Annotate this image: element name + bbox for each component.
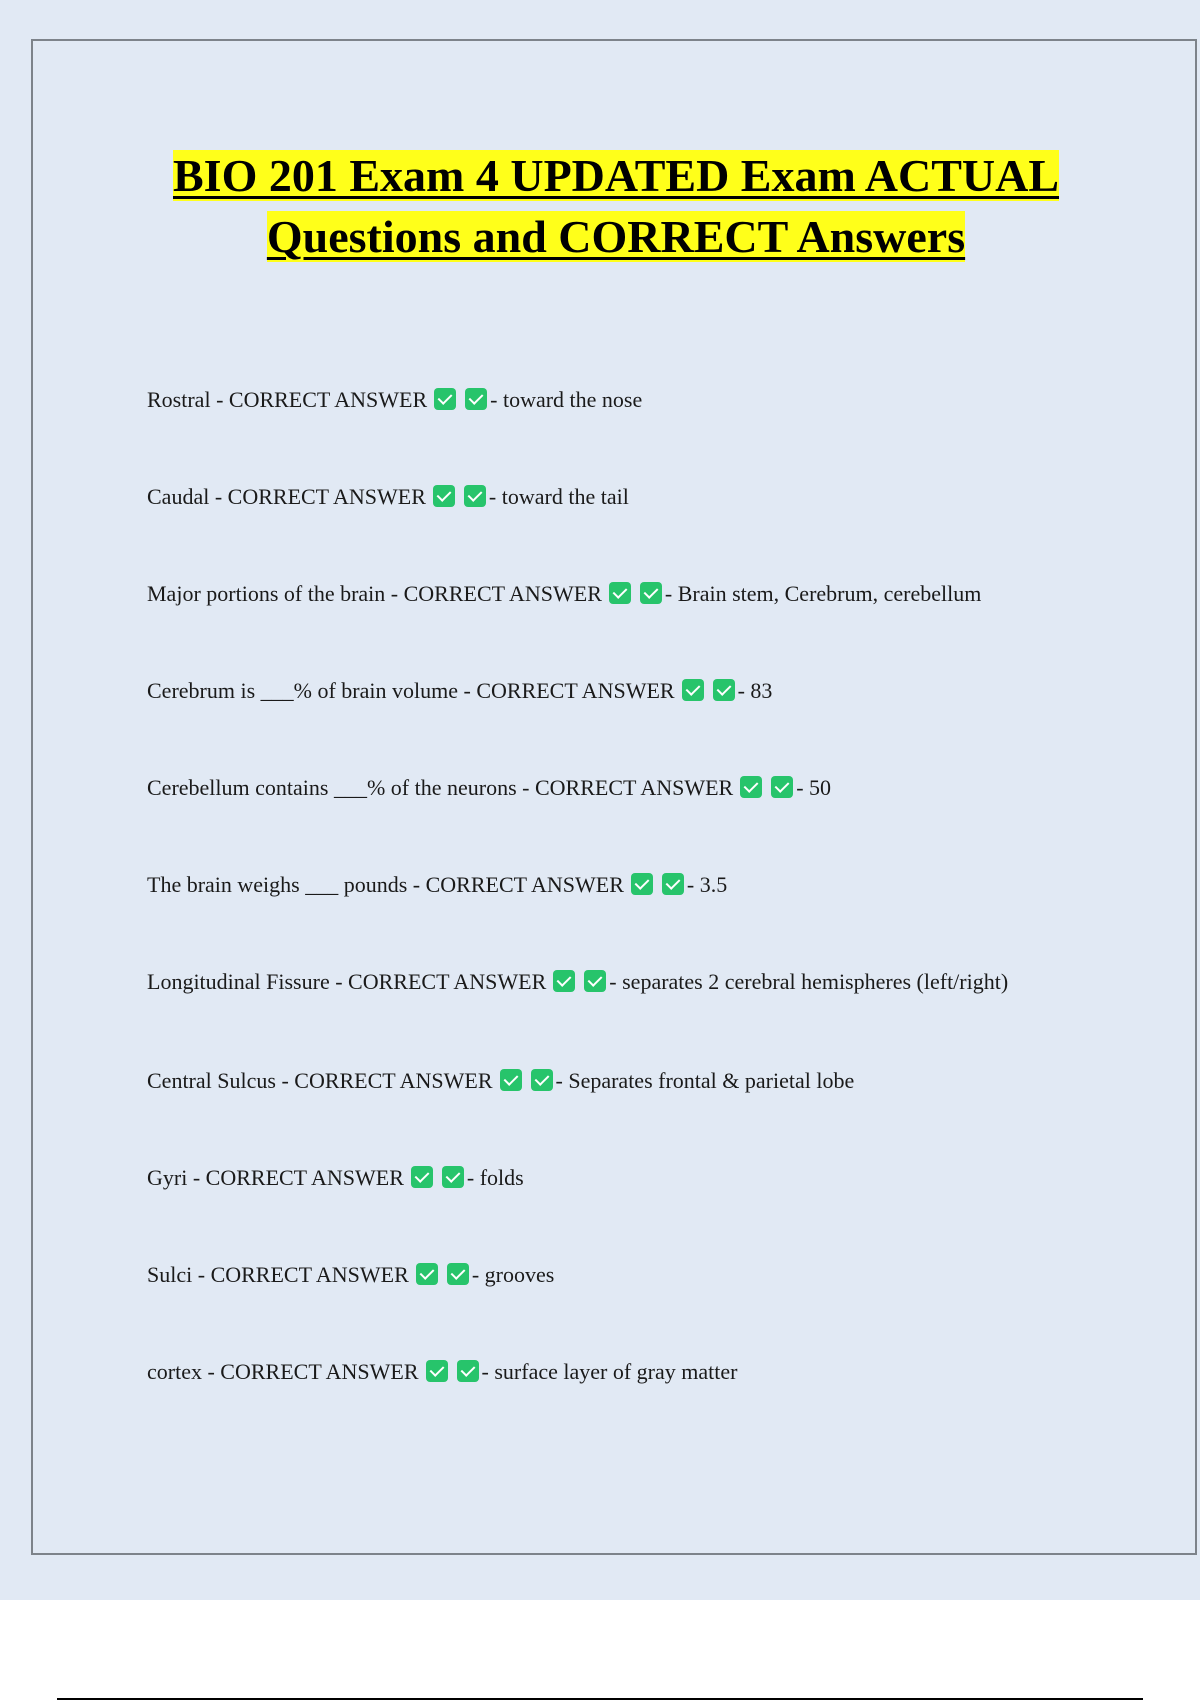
qa-answer: 50 [809, 775, 832, 800]
qa-term: Major portions of the brain [147, 581, 386, 606]
qa-term: The brain weighs ___ pounds [147, 872, 408, 897]
green-checkmark-icon [609, 582, 631, 604]
green-checkmark-icon [553, 970, 575, 992]
qa-answer: toward the nose [502, 387, 643, 412]
correct-answer-label: CORRECT ANSWER [220, 1359, 419, 1384]
qa-item: Central Sulcus - CORRECT ANSWER - Separates frontal & parietal lobe [147, 1068, 855, 1093]
green-checkmark-icon [640, 582, 662, 604]
qa-item: Rostral - CORRECT ANSWER - toward the nose [147, 387, 643, 412]
qa-answer: folds [479, 1165, 524, 1190]
qa-answer: 3.5 [699, 872, 728, 897]
qa-answer: Brain stem, Cerebrum, cerebellum [677, 581, 982, 606]
qa-item: Sulci - CORRECT ANSWER - grooves [147, 1262, 555, 1287]
green-checkmark-icon [433, 485, 455, 507]
qa-item: Longitudinal Fissure - CORRECT ANSWER - separates 2 cerebral hemispheres (left/right) [147, 969, 1009, 994]
qa-item: The brain weighs ___ pounds - CORRECT ANSWER - 3.5 [147, 872, 728, 897]
qa-item: Caudal - CORRECT ANSWER - toward the tail [147, 484, 629, 509]
qa-term: Cerebrum is ___% of brain volume [147, 678, 458, 703]
green-checkmark-icon [662, 873, 684, 895]
document-title-text: BIO 201 Exam 4 UPDATED Exam ACTUAL Questions and CORRECT Answers [173, 150, 1059, 262]
qa-term: Cerebellum contains ___% of the neurons [147, 775, 517, 800]
green-checkmark-icon [447, 1263, 469, 1285]
qa-term: Gyri [147, 1165, 188, 1190]
qa-answer: grooves [484, 1262, 555, 1287]
green-checkmark-icon [584, 970, 606, 992]
qa-answer: separates 2 cerebral hemispheres (left/right) [622, 969, 1009, 994]
qa-term: cortex [147, 1359, 202, 1384]
green-checkmark-icon [500, 1069, 522, 1091]
document-page [31, 39, 1197, 1555]
correct-answer-label: CORRECT ANSWER [228, 387, 428, 412]
qa-term: Sulci [147, 1262, 193, 1287]
correct-answer-label: CORRECT ANSWER [205, 1165, 404, 1190]
qa-term: Rostral [147, 387, 211, 412]
qa-item: Major portions of the brain - CORRECT ANSWER - Brain stem, Cerebrum, cerebellum [147, 581, 982, 606]
qa-item: cortex - CORRECT ANSWER - surface layer of gray matter [147, 1359, 738, 1384]
green-checkmark-icon [434, 388, 456, 410]
green-checkmark-icon [464, 485, 486, 507]
green-checkmark-icon [411, 1166, 433, 1188]
green-checkmark-icon [771, 776, 793, 798]
qa-answer: surface layer of gray matter [494, 1359, 738, 1384]
correct-answer-label: CORRECT ANSWER [403, 581, 602, 606]
document-title [93, 145, 1139, 267]
green-checkmark-icon [631, 873, 653, 895]
qa-term: Longitudinal Fissure [147, 969, 330, 994]
green-checkmark-icon [740, 776, 762, 798]
green-checkmark-icon [457, 1360, 479, 1382]
correct-answer-label: CORRECT ANSWER [227, 484, 426, 509]
qa-term: Central Sulcus [147, 1068, 276, 1093]
qa-item: Cerebrum is ___% of brain volume - CORRECT ANSWER - 83 [147, 678, 773, 703]
green-checkmark-icon [426, 1360, 448, 1382]
qa-item: Cerebellum contains ___% of the neurons - CORRECT ANSWER - 50 [147, 775, 832, 800]
qa-list [147, 386, 1107, 1455]
qa-answer: 83 [750, 678, 773, 703]
qa-item: Gyri - CORRECT ANSWER - folds [147, 1165, 524, 1190]
green-checkmark-icon [416, 1263, 438, 1285]
green-checkmark-icon [531, 1069, 553, 1091]
green-checkmark-icon [465, 388, 487, 410]
correct-answer-label: CORRECT ANSWER [476, 678, 675, 703]
correct-answer-label: CORRECT ANSWER [534, 775, 734, 800]
correct-answer-label: CORRECT ANSWER [425, 872, 624, 897]
correct-answer-label: CORRECT ANSWER [348, 969, 547, 994]
qa-answer: Separates frontal & parietal lobe [568, 1068, 855, 1093]
qa-answer: toward the tail [501, 484, 629, 509]
green-checkmark-icon [713, 679, 735, 701]
green-checkmark-icon [442, 1166, 464, 1188]
correct-answer-label: CORRECT ANSWER [210, 1262, 409, 1287]
correct-answer-label: CORRECT ANSWER [294, 1068, 493, 1093]
qa-term: Caudal [147, 484, 210, 509]
green-checkmark-icon [682, 679, 704, 701]
